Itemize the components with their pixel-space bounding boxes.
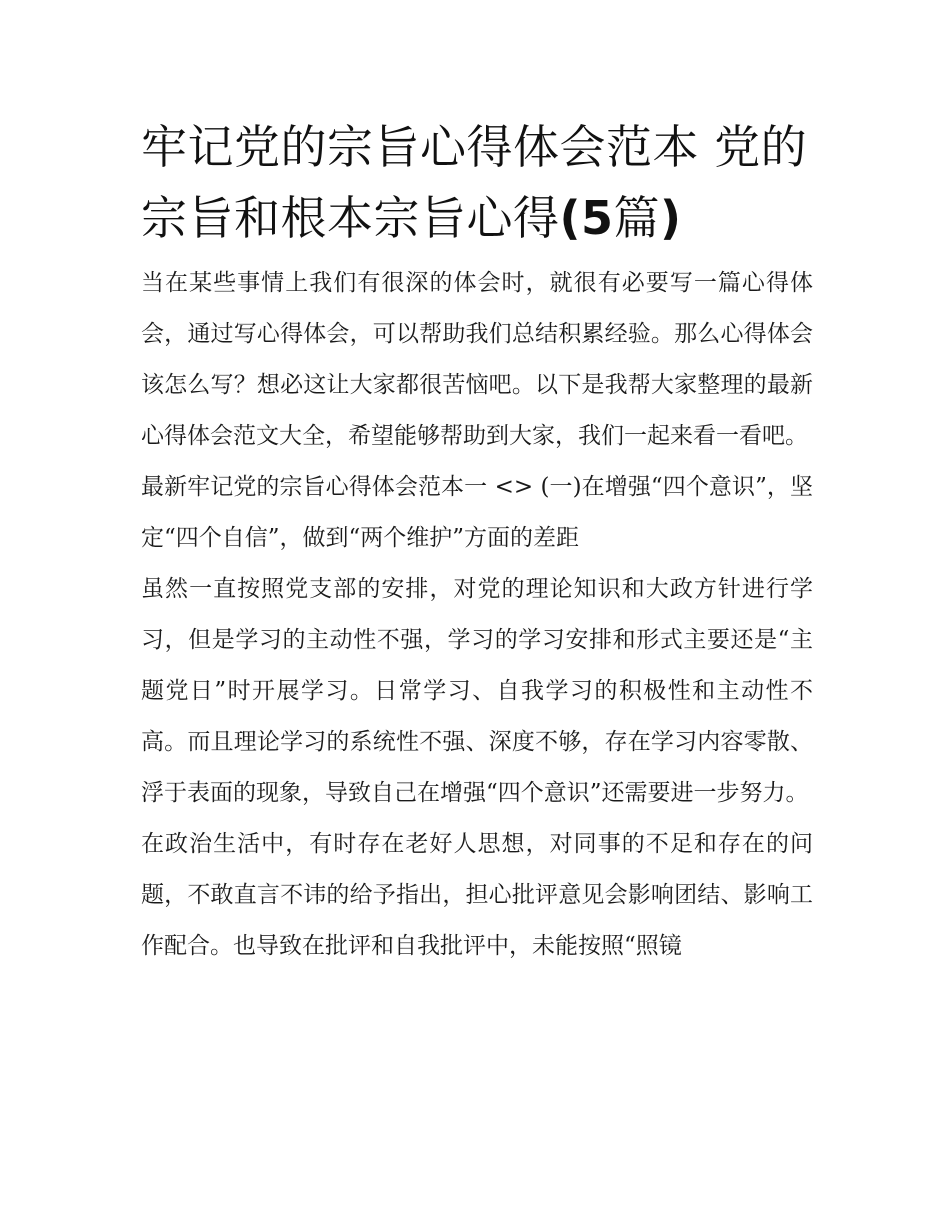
document-title [141,112,813,254]
body-paragraph: 虽然一直按照党支部的安排，对党的理论知识和大政方针进行学习，但是学习的主动性不强，学习的学习安排和形式主要还是“主题党日”时开展学习。日常学习、自我学习的积极性和主动性不高。而且理论学习的系统性不强、深度不够，存在学习内容零散、浮于表面的现象，导致自己在增强“四个意识”还需要进一步努力。 [141,576,813,806]
intro-paragraph: 当在某些事情上我们有很深的体会时，就很有必要写一篇心得体会，通过写心得体会，可以帮助我们总结积累经验。那么心得体会该怎么写？想必这让大家都很苦恼吧。以下是我帮大家整理的最新心得体会范文大全，希望能够帮助到大家，我们一起来看一看吧。 [141,270,813,449]
title-count-close: ) [660,191,682,245]
title-count-open: (5 [559,191,614,245]
body-paragraph: 在政治生活中，有时存在老好人思想，对同事的不足和存在的问题，不敢直言不讳的给予指出，担心批评意见会影响团结、影响工作配合。也导致在批评和自我批评中，未能按照“照镜 [141,831,813,959]
title-count-unit: 篇 [613,191,661,245]
title-text: 牢记党的宗旨心得体会范本 党的宗旨和根本宗旨心得 [141,120,808,245]
document-page [141,112,813,972]
section-heading: 最新牢记党的宗旨心得体会范本一 <> (一)在增强“四个意识”，坚定“四个自信”，做到“两个维护”方面的差距 [141,474,813,551]
